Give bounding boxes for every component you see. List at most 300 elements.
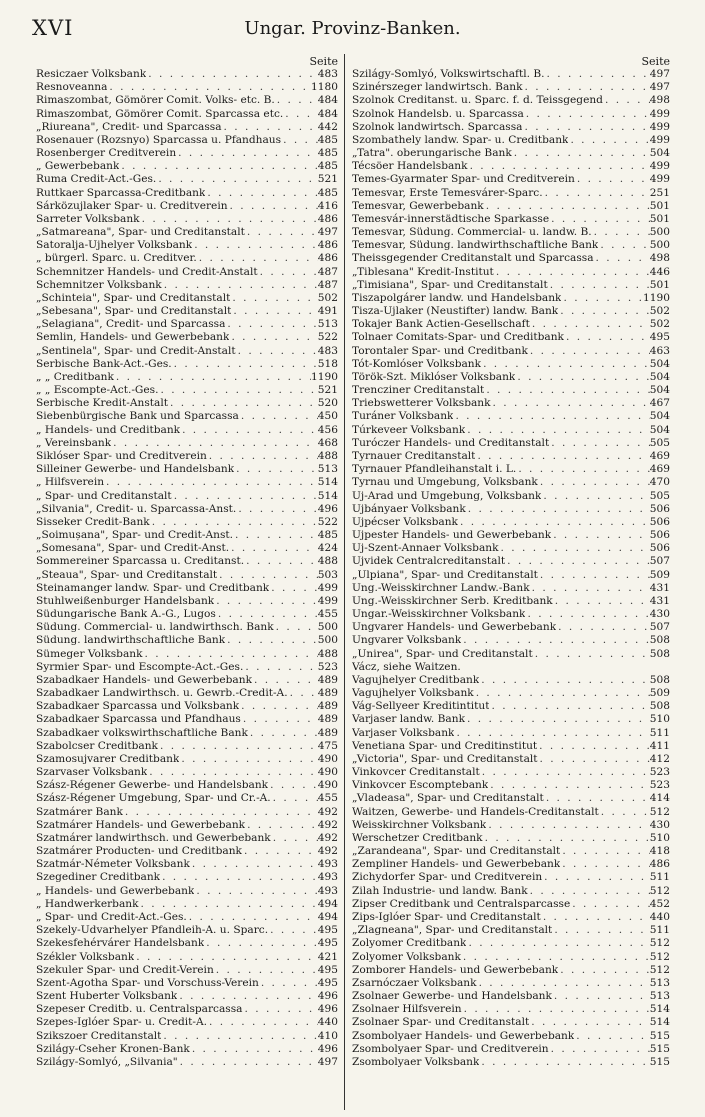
leader-dots: [558, 964, 650, 977]
index-entry: [352, 187, 670, 200]
leader-dots: [207, 1016, 318, 1029]
bank-name: Zsolnaer Spar- und Creditanstalt: [352, 1016, 530, 1029]
bank-name: Szent-Agotha Spar- und Vorschuss-Verein: [36, 976, 259, 989]
bank-name: Temes-Gyarmater Spar- und Creditverein: [352, 173, 575, 186]
index-entry: [36, 200, 338, 213]
index-entry: [36, 529, 338, 542]
page-ref: 493: [317, 884, 338, 897]
page-ref: 486: [649, 858, 670, 871]
index-entry: [36, 542, 338, 555]
leader-dots: [258, 266, 318, 279]
index-entry: [36, 134, 338, 147]
bank-name: Tolnaer Comitats-Spar- und Creditbank: [352, 331, 564, 344]
leader-dots: [516, 463, 649, 476]
leader-dots: [560, 845, 649, 858]
bank-name: Satoralja-Ujhelyer Volksbank: [36, 239, 193, 252]
index-entry: [352, 476, 670, 489]
bank-name: Vagujhelyer Creditbank: [352, 673, 480, 686]
index-entry: [36, 608, 338, 621]
page-ref: 523: [317, 660, 338, 673]
leader-dots: [214, 595, 318, 608]
index-entry: [36, 173, 338, 186]
bank-name: „Ulpiana", Spar- und Creditanstalt: [352, 568, 538, 581]
leader-dots: [150, 516, 318, 529]
page-ref: 497: [649, 81, 670, 94]
leader-dots: [248, 727, 318, 740]
leader-dots: [484, 384, 649, 397]
leader-dots: [544, 68, 649, 81]
bank-name: Tisza-Ujlaker (Neustifter) landw. Bank: [352, 305, 559, 318]
page-ref: 485: [317, 160, 338, 173]
column-divider: [344, 54, 345, 1110]
bank-name: „Tatra". oberungarische Bank: [352, 147, 512, 160]
leader-dots: [139, 898, 318, 911]
index-entry: [352, 318, 670, 331]
page-ref: 488: [317, 647, 338, 660]
page-ref: 510: [649, 831, 670, 844]
bank-name: Serbische Kredit-Anstalt: [36, 397, 168, 410]
bank-name: Siebenbürgische Bank und Sparcassa: [36, 410, 239, 423]
index-entry: [352, 858, 670, 871]
leader-dots: [480, 766, 650, 779]
bank-name: Ujvidek Centralcreditanstalt: [352, 555, 506, 568]
index-entry: [36, 924, 338, 937]
leader-dots: [225, 634, 318, 647]
bank-name: Werschetzer Creditbank: [352, 831, 483, 844]
index-entry: [352, 160, 670, 173]
index-entry: [352, 1016, 670, 1029]
bank-name: Südung. landwirthschaftliche Bank: [36, 634, 226, 647]
index-entry: [352, 608, 670, 621]
bank-name: Szepes-Iglóer Spar- u. Credit-A.: [36, 1016, 207, 1029]
bank-name: „Timisiana", Spar- und Creditanstalt: [352, 278, 548, 291]
index-entry: [36, 397, 338, 410]
index-entry: [36, 345, 338, 358]
page-ref: 486: [317, 212, 338, 225]
page-ref: 514: [317, 489, 338, 502]
bank-name: Trencziner Creditanstalt: [352, 384, 485, 397]
leader-dots: [522, 121, 649, 134]
bank-name: Szepeser Creditb. u. Centralsparcassa: [36, 1003, 243, 1016]
page-ref: 412: [649, 752, 670, 765]
index-entry: [36, 911, 338, 924]
index-entry: [352, 713, 670, 726]
page-ref: 523: [649, 779, 670, 792]
bank-name: „Steaua", Spar- und Creditanstalt: [36, 568, 218, 581]
leader-dots: [489, 700, 649, 713]
page-ref: 504: [649, 370, 670, 383]
page-ref: 510: [649, 713, 670, 726]
leader-dots: [190, 1043, 318, 1056]
bank-name: Szent Huberter Volksbank: [36, 990, 178, 1003]
page-ref: 470: [649, 476, 670, 489]
page-ref: 499: [649, 107, 670, 120]
page-ref: 492: [317, 845, 338, 858]
page-ref: 500: [317, 621, 338, 634]
leader-dots: [530, 318, 650, 331]
index-entry: [352, 700, 670, 713]
index-entry: [352, 832, 670, 845]
leader-dots: [158, 384, 317, 397]
bank-name: Szekesfehérvárer Handelsbank: [36, 937, 205, 950]
bank-name: Weisskirchner Volksbank: [352, 818, 487, 831]
bank-name: Steinamanger landw. Spar- und Creditbank: [36, 581, 270, 594]
index-entry: [36, 318, 338, 331]
bank-name: „ Spar- und Credit-Act.-Ges.: [36, 911, 187, 923]
bank-name: „ Handels- und Creditbank: [36, 423, 181, 436]
page-ref: 456: [317, 423, 338, 436]
leader-dots: [483, 832, 650, 845]
index-entry: [352, 766, 670, 779]
page-ref: 499: [317, 581, 338, 594]
bank-name: Szegediner Creditbank: [36, 871, 161, 884]
leader-dots: [603, 94, 650, 107]
index-entry: [352, 397, 670, 410]
bank-name: „Somesana", Spar- und Credit-Anst.: [36, 542, 230, 555]
bank-name: „ Vereinsbank: [36, 436, 112, 449]
bank-name: Vinkovcer Creditanstalt: [352, 766, 480, 779]
index-entry: [36, 1056, 338, 1069]
index-entry: [352, 819, 670, 832]
index-entry: [352, 200, 670, 213]
index-entry: [36, 937, 338, 950]
leader-dots: [187, 911, 318, 924]
leader-dots: [225, 318, 317, 331]
bank-name: Szatmárer Producten- und Creditbank: [36, 845, 242, 858]
index-entry: [352, 94, 670, 107]
index-entry: [36, 634, 338, 647]
index-entry: [352, 687, 670, 700]
page-ref: 490: [317, 766, 338, 779]
index-entry: [352, 871, 670, 884]
leader-dots: [530, 582, 650, 595]
index-entry: [36, 94, 338, 107]
page-number: XVI: [32, 16, 74, 40]
index-entry: [352, 898, 670, 911]
index-entry: [352, 792, 670, 805]
leader-dots: [525, 608, 649, 621]
leader-dots: [123, 806, 318, 819]
index-entry: [352, 147, 670, 160]
index-entry: [36, 108, 338, 121]
bank-name: Zilah Industrie- und landw. Bank: [352, 884, 528, 897]
bank-name: Zsarnóczaer Volksbank: [352, 976, 477, 989]
leader-dots: [475, 450, 649, 463]
leader-dots: [541, 911, 650, 924]
leader-dots: [515, 371, 649, 384]
leader-dots: [214, 964, 318, 977]
bank-name: Szabadkaer volkswirthschaftliche Bank: [36, 726, 248, 739]
page-ref: 431: [649, 581, 670, 594]
index-entry: [36, 740, 338, 753]
index-entry: [36, 766, 338, 779]
page-ref: 493: [317, 871, 338, 884]
page-ref: 491: [317, 305, 338, 318]
leader-dots: [231, 305, 317, 318]
page-ref: 496: [317, 1003, 338, 1016]
bank-name: Ungar.-Weisskirchner Volksbank: [352, 608, 526, 621]
bank-name: Zsombolyaer Handels- und Gewerbebank: [352, 1029, 575, 1042]
bank-name: Uj-Szent-Annaer Volksbank: [352, 542, 499, 555]
page-ref: 502: [649, 305, 670, 318]
page-ref: 497: [317, 1055, 338, 1068]
bank-name: „ Hilfsverein: [36, 476, 105, 489]
index-entry: [36, 792, 338, 805]
leader-dots: [228, 200, 318, 213]
page-ref: 411: [649, 739, 670, 752]
bank-name: Szatmár-Németer Volksbank: [36, 858, 190, 871]
page-ref: 496: [317, 502, 338, 515]
leader-dots: [234, 463, 318, 476]
page-ref: 495: [317, 963, 338, 976]
leader-dots: [556, 621, 650, 634]
page-ref: 522: [317, 515, 338, 528]
bank-name: „Zarandeana", Spar- und Creditanstalt: [352, 845, 561, 858]
leader-dots: [466, 503, 650, 516]
leader-dots: [205, 187, 317, 200]
bank-name: Schemnitzer Volksbank: [36, 278, 162, 291]
leader-dots: [524, 108, 650, 121]
page-ref: 504: [649, 384, 670, 397]
leader-dots: [176, 147, 318, 160]
page-ref: 492: [317, 818, 338, 831]
bank-name: Szolnok landwirtsch. Sparcassa: [352, 120, 523, 133]
index-entry: [352, 292, 670, 305]
page-ref: 455: [317, 792, 338, 805]
bank-name: Szász-Régener Umgebung, Spar- und Cr.-A.: [36, 792, 271, 805]
index-entry: [352, 582, 670, 595]
page-ref: 486: [317, 239, 338, 252]
leader-dots: [177, 990, 317, 1003]
leader-dots: [494, 266, 650, 279]
leader-dots: [236, 503, 317, 516]
index-entry: [352, 648, 670, 661]
bank-name: Szolnok Creditanst. u. Sparc. f. d. Teissgegend: [352, 94, 603, 107]
page-ref: 494: [317, 897, 338, 910]
index-entry: [352, 595, 670, 608]
index-entry: [36, 858, 338, 871]
index-entry: [352, 964, 670, 977]
bank-name: Zsolnaer Gewerbe- und Handelsbank: [352, 990, 552, 1003]
bank-name: Rosenauer (Rozsnyo) Sparcassa u. Pfandhaus: [36, 133, 282, 146]
page-ref: 506: [649, 515, 670, 528]
index-entry: [36, 806, 338, 819]
leader-dots: [111, 437, 318, 450]
leader-dots: [484, 200, 650, 213]
page-header: [0, 0, 705, 50]
page-ref: 490: [317, 752, 338, 765]
page-ref: 446: [649, 265, 670, 278]
page-ref: 514: [649, 1016, 670, 1029]
page-ref: 421: [317, 950, 338, 963]
bank-name: Szinérszeger landwirtsch. Bank: [352, 81, 523, 94]
leader-dots: [160, 871, 318, 884]
leader-dots: [528, 885, 650, 898]
bank-name: Szekuler Spar- und Credit-Verein: [36, 963, 214, 976]
leader-dots: [259, 977, 318, 990]
index-entry: [352, 727, 670, 740]
page-ref: 514: [649, 1003, 670, 1016]
page-ref: 508: [649, 647, 670, 660]
bank-name: Vácz, siehe Waitzen.: [352, 660, 461, 673]
page-ref: 511: [649, 726, 670, 739]
leader-dots: [453, 410, 649, 423]
page-ref: 1190: [643, 291, 670, 304]
bank-name: Szatmárer Handels- und Gewerbebank: [36, 818, 246, 831]
bank-name: „Tiblesana" Kredit-Institut: [352, 265, 494, 278]
leader-dots: [281, 134, 318, 147]
index-entry: [36, 226, 338, 239]
bank-name: „Unirea", Spar- und Creditanstalt: [352, 647, 533, 660]
index-entry: [36, 266, 338, 279]
bank-name: Zsolnaer Hilfsverein: [352, 1003, 462, 1016]
leader-dots: [553, 595, 650, 608]
bank-name: Szabadkaer Sparcassa und Pfandhaus: [36, 713, 241, 726]
page-ref: 504: [649, 410, 670, 423]
page-ref: 485: [317, 133, 338, 146]
leader-dots: [528, 345, 650, 358]
page-ref: 506: [649, 502, 670, 515]
page-ref: 498: [649, 94, 670, 107]
leader-dots: [269, 582, 318, 595]
bank-name: Venetiana Spar- und Creditinstitut: [352, 739, 538, 752]
bank-name: Theissgegender Creditanstalt und Sparcassa: [352, 252, 594, 265]
leader-dots: [229, 542, 318, 555]
index-entry: [352, 305, 670, 318]
bank-name: Szabolcser Creditbank: [36, 739, 158, 752]
page-ref: 493: [317, 858, 338, 871]
index-entry: [352, 503, 670, 516]
page-ref: 512: [649, 884, 670, 897]
leader-dots: [134, 951, 318, 964]
leader-dots: [283, 108, 318, 121]
bank-name: Ung.-Weisskirchner Landw.-Bank: [352, 581, 530, 594]
page-ref: 497: [649, 68, 670, 80]
page-ref: 440: [317, 1016, 338, 1029]
leader-dots: [230, 292, 317, 305]
bank-name: Silleiner Gewerbe- und Handelsbank: [36, 463, 235, 476]
page-ref: 511: [649, 924, 670, 937]
page-ref: 508: [649, 673, 670, 686]
index-entry: [36, 713, 338, 726]
index-entry: [352, 213, 670, 226]
bank-name: Zsombolyaer Spar- und Creditverein: [352, 1042, 549, 1055]
index-entry: [36, 147, 338, 160]
bank-name: Varjaser landw. Bank: [352, 713, 465, 726]
bank-name: Zips-Iglóer Spar- und Creditanstalt: [352, 911, 541, 923]
bank-name: Tyrnauer Pfandleihanstalt i. L.: [352, 463, 517, 476]
bank-name: Rimaszombat, Gömörer Comit. Volks- etc. B.: [36, 94, 275, 107]
leader-dots: [268, 924, 318, 937]
index-entry: [352, 951, 670, 964]
bank-name: Ruma Credit-Act.-Ges.: [36, 173, 157, 186]
leader-dots: [538, 476, 650, 489]
page-ref: 503: [317, 568, 338, 581]
page-ref: 450: [317, 410, 338, 423]
leader-dots: [147, 766, 317, 779]
index-entry: [352, 885, 670, 898]
bank-name: Varjaser Volksbank: [352, 726, 455, 739]
page-ref: 502: [317, 291, 338, 304]
page-ref: 455: [317, 608, 338, 621]
leader-dots: [465, 713, 650, 726]
bank-name: Szolnok Handelsb. u. Sparcassa: [352, 107, 524, 120]
leader-dots: [229, 331, 317, 344]
index-entry: [352, 937, 670, 950]
index-entry: [352, 542, 670, 555]
page-ref: 507: [649, 621, 670, 634]
index-entry: [36, 832, 338, 845]
page-ref: 486: [317, 252, 338, 265]
index-entry: [352, 911, 670, 924]
leader-dots: [236, 345, 318, 358]
index-entry: [36, 898, 338, 911]
bank-name: Szilágy-Somlyó, Volkswirtschaftl. B.: [352, 68, 545, 80]
index-entry: [352, 463, 670, 476]
index-entry: [36, 727, 338, 740]
page-ref: 484: [317, 107, 338, 120]
index-entry: [352, 1003, 670, 1016]
index-entry: [36, 951, 338, 964]
index-entry: [352, 173, 670, 186]
page-ref: 424: [317, 542, 338, 555]
left-entry-list: [36, 68, 338, 1069]
index-entry: [36, 437, 338, 450]
bank-name: Resnoveanna: [36, 81, 108, 94]
page-ref: 496: [317, 990, 338, 1003]
right-seite-label: Seite: [641, 55, 670, 68]
bank-name: Szabadkaer Sparcassa und Volksbank: [36, 700, 240, 713]
bank-name: Sárközujlaker Spar- u. Creditverein: [36, 199, 228, 212]
page-ref: 475: [317, 739, 338, 752]
bank-name: Vág-Sellyeer Kreditintitut: [352, 700, 490, 713]
bank-name: „Soimușana", Spar- und Credit-Anst.: [36, 529, 234, 542]
page-ref: 485: [317, 529, 338, 542]
index-entry: [36, 753, 338, 766]
bank-name: Zichydorfer Spar- und Creditverein: [352, 871, 543, 884]
index-entry: [36, 187, 338, 200]
leader-dots: [288, 687, 318, 700]
page-ref: 505: [649, 436, 670, 449]
leader-dots: [468, 160, 650, 173]
leader-dots: [575, 173, 650, 186]
page-ref: 489: [317, 700, 338, 713]
page-ref: 440: [649, 911, 670, 923]
page-ref: 488: [317, 449, 338, 462]
leader-dots: [179, 753, 317, 766]
leader-dots: [466, 937, 649, 950]
leader-dots: [538, 753, 650, 766]
index-entry: [36, 569, 338, 582]
page-ref: 499: [649, 160, 670, 173]
page-ref: 506: [649, 529, 670, 542]
bank-name: Szikszoer Creditanstalt: [36, 1029, 162, 1042]
bank-name: Zolyomer Creditbank: [352, 937, 467, 950]
page-ref: 414: [649, 792, 670, 805]
index-entry: [36, 1043, 338, 1056]
bank-name: Turáner Volksbank: [352, 410, 454, 423]
index-entry: [352, 1030, 670, 1043]
index-entry: [36, 279, 338, 292]
leader-dots: [180, 424, 318, 437]
page-ref: 489: [317, 726, 338, 739]
page-ref: 513: [649, 990, 670, 1003]
leader-dots: [271, 792, 318, 805]
index-entry: [36, 661, 338, 674]
index-entry: [36, 213, 338, 226]
bank-name: Temesvar, Südung. landwirthschaftliche Bank: [352, 239, 599, 252]
leader-dots: [194, 885, 317, 898]
